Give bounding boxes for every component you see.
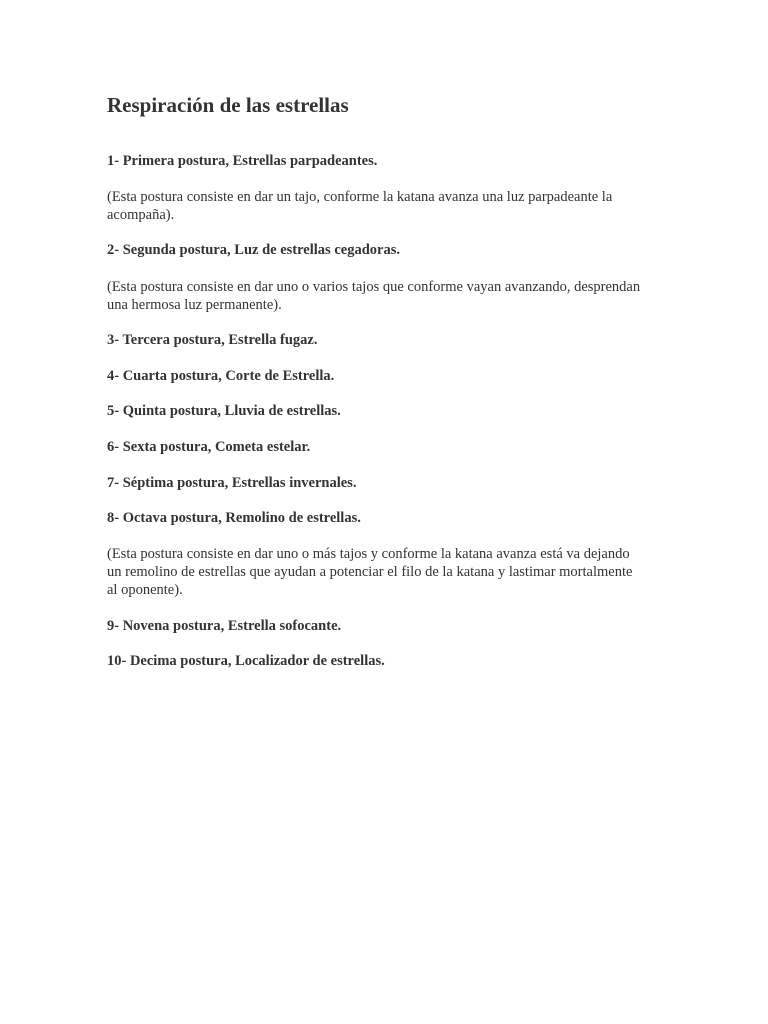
- posture-heading-7: 7- Séptima postura, Estrellas invernales.: [107, 475, 357, 491]
- posture-heading-4: 4- Cuarta postura, Corte de Estrella.: [107, 368, 335, 384]
- posture-description-1: [107, 188, 687, 224]
- description-line: una hermosa luz permanente).: [107, 297, 282, 313]
- document-title: Respiración de las estrellas: [107, 93, 349, 117]
- posture-heading-5: 5- Quinta postura, Lluvia de estrellas.: [107, 403, 341, 419]
- posture-heading-1: 1- Primera postura, Estrellas parpadeantes.: [107, 153, 378, 169]
- posture-heading-10: 10- Decima postura, Localizador de estrellas.: [107, 653, 385, 669]
- description-line: (Esta postura consiste en dar un tajo, conforme la katana avanza una luz parpadeante la: [107, 189, 613, 205]
- description-line: (Esta postura consiste en dar uno o más tajos y conforme la katana avanza está va dejando: [107, 546, 630, 562]
- posture-description-2: [107, 278, 687, 314]
- description-line: acompaña).: [107, 207, 175, 223]
- description-line: un remolino de estrellas que ayudan a potenciar el filo de la katana y lastimar mortalmente: [107, 564, 633, 580]
- description-line: al oponente).: [107, 582, 183, 598]
- posture-description-8: [107, 545, 687, 599]
- posture-heading-2: 2- Segunda postura, Luz de estrellas cegadoras.: [107, 242, 400, 258]
- description-line: (Esta postura consiste en dar uno o varios tajos que conforme vayan avanzando, desprendan: [107, 279, 641, 295]
- posture-heading-6: 6- Sexta postura, Cometa estelar.: [107, 439, 311, 455]
- posture-heading-9: 9- Novena postura, Estrella sofocante.: [107, 618, 342, 634]
- posture-heading-3: 3- Tercera postura, Estrella fugaz.: [107, 332, 318, 348]
- posture-heading-8: 8- Octava postura, Remolino de estrellas.: [107, 510, 361, 526]
